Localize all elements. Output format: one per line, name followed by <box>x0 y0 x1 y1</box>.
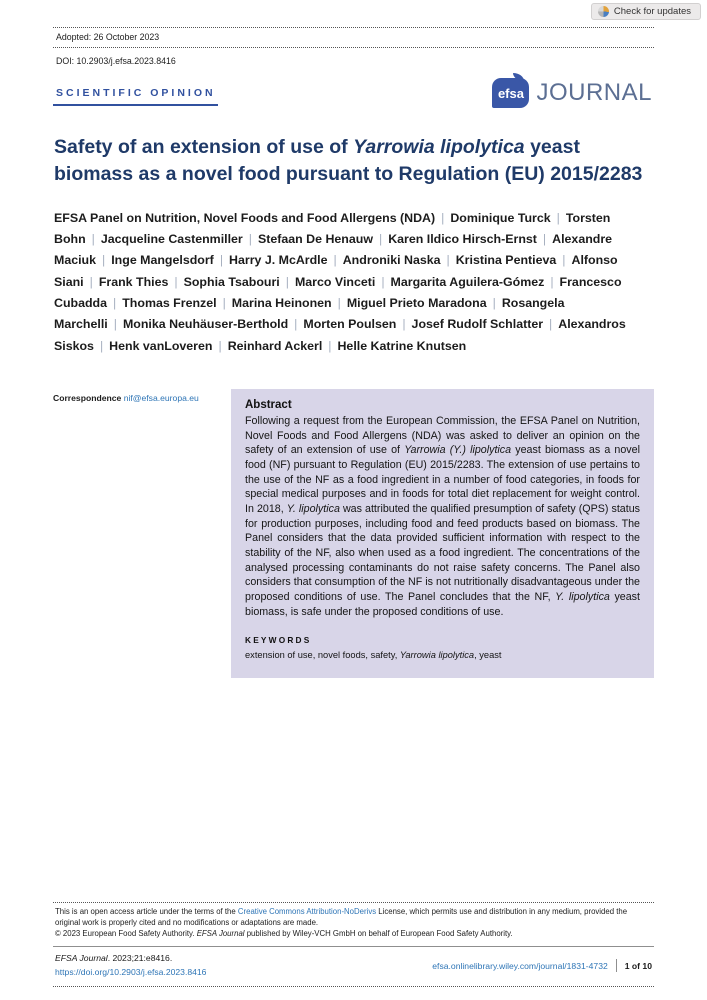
author-separator: | <box>91 232 95 247</box>
author-separator: | <box>328 338 332 353</box>
content-row <box>53 389 654 678</box>
footer-journal-link[interactable]: efsa.onlinelibrary.wiley.com/journal/1831-4732 <box>432 960 608 971</box>
author-name: Karen Ildico Hirsch-Ernst <box>388 232 537 247</box>
author-name: Androniki Naska <box>342 253 441 268</box>
author-separator: | <box>556 210 560 225</box>
header-row <box>53 78 654 108</box>
doi-line: DOI: 10.2903/j.efsa.2023.8416 <box>56 56 176 66</box>
author-name: Morten Poulsen <box>303 317 397 332</box>
author-separator: | <box>333 253 337 268</box>
check-for-updates-badge[interactable] <box>591 3 701 20</box>
author-name: Francesco Cubadda <box>54 274 622 311</box>
author-separator: | <box>102 253 106 268</box>
adopted-date: Adopted: 26 October 2023 <box>56 32 160 42</box>
author-name: Josef Rudolf Schlatter <box>411 317 544 332</box>
author-separator: | <box>294 317 298 332</box>
author-separator: | <box>550 274 554 289</box>
authors-list <box>53 208 654 357</box>
author-separator: | <box>492 296 496 311</box>
efsa-logo-icon: efsa <box>492 78 529 108</box>
page-footer-block <box>53 902 654 987</box>
author-separator: | <box>542 232 547 247</box>
footer-bar <box>53 947 654 986</box>
author-name: Torsten Bohn <box>54 210 611 247</box>
author-separator: | <box>441 210 445 225</box>
author-separator: | <box>562 253 566 268</box>
keywords-text: extension of use, novel foods, safety, Yarrowia lipolytica, yeast <box>245 650 502 661</box>
article-type-label: SCIENTIFIC OPINION <box>53 87 218 106</box>
author-separator: | <box>549 317 553 332</box>
correspondence-block <box>53 389 219 404</box>
footer-separator <box>616 959 617 972</box>
author-name: Stefaan De Henauw <box>257 232 373 247</box>
bottom-divider <box>53 986 654 987</box>
journal-wordmark: JOURNAL <box>536 79 652 106</box>
author-name: Thomas Frenzel <box>122 296 217 311</box>
author-name: Henk vanLoveren <box>109 338 213 353</box>
author-separator: | <box>381 274 385 289</box>
abstract-heading: Abstract <box>245 399 292 412</box>
author-name: Alexandre Maciuk <box>54 232 613 268</box>
author-name: Sophia Tsabouri <box>183 274 280 289</box>
author-separator: | <box>446 253 450 268</box>
footer-doi-link[interactable]: https://doi.org/10.2903/j.efsa.2023.8416 <box>55 966 207 977</box>
author-separator: | <box>285 274 289 289</box>
author-name: Reinhard Ackerl <box>227 338 323 353</box>
author-separator: | <box>174 274 178 289</box>
author-separator: | <box>337 296 341 311</box>
author-name: Alfonso Siani <box>54 253 618 289</box>
correspondence-email-link[interactable]: nif@efsa.europa.eu <box>123 393 199 404</box>
author-name: Alexandros Siskos <box>54 317 626 353</box>
author-separator: | <box>99 338 104 353</box>
author-name: Margarita Aguilera-Gómez <box>390 274 545 289</box>
efsa-leaf-icon <box>513 73 524 81</box>
author-name: Helle Katrine Knutsen <box>337 338 467 353</box>
author-name: Jacqueline Castenmiller <box>100 232 243 247</box>
author-separator: | <box>218 338 222 353</box>
adopted-divider <box>53 47 654 48</box>
efsa-journal-logo <box>492 78 654 108</box>
license-note: This is an open access article under the terms of the Creative Commons Attribution-NoDerivs License, which permits use and distribution in any medium, provided the original work is properly cited and no modifications or adaptations are made. <box>55 907 628 927</box>
author-separator: | <box>219 253 224 268</box>
footer-citation: EFSA Journal. 2023;21:e8416. <box>55 953 173 964</box>
author-separator: | <box>378 232 383 247</box>
author-name: Dominique Turck <box>450 210 551 225</box>
correspondence-label: Correspondence <box>53 393 122 404</box>
author-name: Frank Thies <box>98 274 169 289</box>
check-for-updates-label: Check for updates <box>613 6 691 17</box>
author-separator: | <box>222 296 226 311</box>
keywords-heading: KEYWORDS <box>245 635 312 646</box>
author-name: Rosangela Marchelli <box>54 296 565 332</box>
author-name: EFSA Panel on Nutrition, Novel Foods and Food Allergens (NDA) <box>54 210 436 225</box>
author-separator: | <box>248 232 252 247</box>
author-name: Marco Vinceti <box>294 274 376 289</box>
paper-title: Safety of an extension of use of Yarrowia lipolytica yeast biomass as a novel food pursuant to Regulation (EU) 2015/2283 <box>54 136 643 185</box>
author-name: Marina Heinonen <box>231 296 332 311</box>
author-name: Monika Neuhäuser-Berthold <box>122 317 289 332</box>
author-name: Inge Mangelsdorf <box>111 253 214 268</box>
author-name: Kristina Pentieva <box>455 253 557 268</box>
cc-license-link[interactable]: Creative Commons Attribution-NoDerivs <box>237 907 377 917</box>
footer-notes <box>53 903 654 946</box>
footer-right-block <box>432 959 652 972</box>
author-separator: | <box>113 317 117 332</box>
author-name: Miguel Prieto Maradona <box>346 296 487 311</box>
author-separator: | <box>89 274 93 289</box>
author-separator: | <box>113 296 117 311</box>
crossmark-icon <box>598 6 609 17</box>
abstract-box <box>231 389 654 678</box>
abstract-text: Following a request from the European Commission, the EFSA Panel on Nutrition, Novel Foods and Food Allergens (NDA) was asked to deliver an opinion on the safety of an extension of use of Yarrowia (Y.) lipolytica yeast biomass as a novel food (NF) pursuant to Regulation (EU) 2015/2283. The extension of use pertains to the use of the NF as a food ingredient in a number of food categories, in foods for special medical purposes and in foods for total diet replacement for weight control. In 2018, Y. lipolytica was attributed the qualified presumption of safety (QPS) status for production purposes, including food and feed products based on biomass. The Panel considers that the data provided sufficient information with respect to the stability of the NF, also when used as a food ingredient. The concentrations of the analysed processing contaminants do not raise safety concerns. The Panel also considers that consumption of the NF is not nutritionally disadvantageous under the proposed conditions of use. The Panel concludes that the NF, Y. lipolytica yeast biomass, is safe under the proposed conditions of use. <box>245 415 640 618</box>
author-separator: | <box>402 317 406 332</box>
copyright-note: © 2023 European Food Safety Authority. EFSA Journal published by Wiley-VCH GmbH on behalf of European Food Safety Authority. <box>55 928 513 938</box>
author-name: Harry J. McArdle <box>229 253 328 268</box>
footer-citation-block <box>55 952 206 979</box>
page-number: 1 of 10 <box>624 960 652 971</box>
